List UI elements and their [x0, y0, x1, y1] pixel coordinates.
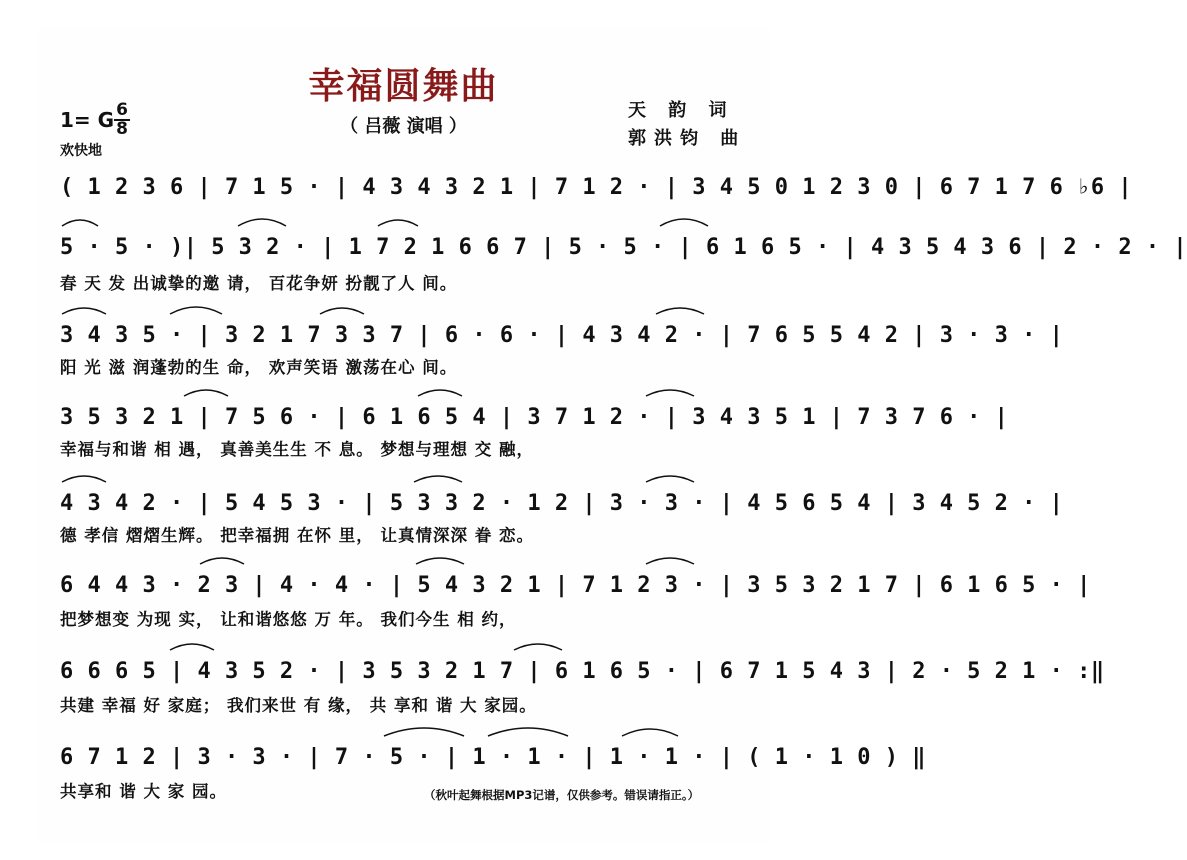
slur-arc: [622, 729, 678, 736]
notation-row: 3 4 3 5 · | 3 2 1 7 3 3 7 | 6 · 6 · | 4 3 4 2 · | 7 6 5 5 4 2 | 3 · 3 · |: [60, 323, 1064, 348]
slur-arc: [378, 220, 418, 226]
lyric-line: 春 天 发 出诚挚的邀 请， 百花争妍 扮靓了人 间。: [60, 274, 458, 293]
lyric-line: 德 孝信 熠熠生辉。 把幸福拥 在怀 里， 让真情深深 眷 恋。: [60, 526, 534, 545]
slur-arc: [184, 390, 228, 396]
slur-arc: [200, 558, 244, 564]
lyric-line: 阳 光 滋 润蓬勃的生 命， 欢声笑语 激荡在心 间。: [60, 358, 458, 377]
notation-row: 4 3 4 2 · | 5 4 5 3 · | 5 3 3 2 · 1 2 | 3 · 3 · | 4 5 6 5 4 | 3 4 5 2 · |: [60, 491, 1064, 516]
slur-arc: [646, 558, 694, 564]
time-signature-top: 6: [116, 100, 128, 120]
slur-arc: [414, 476, 462, 482]
slur-arc: [660, 219, 708, 226]
tempo-marking: 欢快地: [60, 143, 102, 159]
notation-row: ( 1 2 3 6 | 7 1 5 · | 4 3 4 3 2 1 | 7 1 2 · | 3 4 5 0 1 2 3 0 | 6 7 1 7 6 ♭6 |: [60, 175, 1133, 200]
slur-arc: [646, 476, 694, 482]
lyric-line: 把梦想变 为现 实， 让和谐悠悠 万 年。 我们今生 相 约，: [60, 610, 517, 629]
song-title: 幸福圆舞曲: [308, 66, 499, 107]
composer-credit: 郭洪钧 曲: [628, 128, 747, 149]
lyric-line: 幸福与和谐 相 遇， 真善美生生 不 息。 梦想与理想 交 融，: [60, 440, 534, 459]
notation-row: 6 4 4 3 · 2 3 | 4 · 4 · | 5 4 3 2 1 | 7 1 2 3 · | 3 5 3 2 1 7 | 6 1 6 5 · |: [60, 573, 1091, 598]
slur-arc: [320, 308, 364, 314]
slur-arc: [646, 390, 694, 396]
lyric-line: 共享和 谐 大 家 园。: [60, 782, 227, 801]
notation-row: 3 5 3 2 1 | 7 5 6 · | 6 1 6 5 4 | 3 7 1 2 · | 3 4 3 5 1 | 7 3 7 6 · |: [60, 405, 1009, 430]
notation-row: 6 7 1 2 | 3 · 3 · | 7 · 5 · | 1 · 1 · | 1 · 1 · | ( 1 · 1 0 ) ‖: [60, 745, 926, 770]
slur-arc: [514, 644, 562, 650]
slur-arc: [170, 307, 222, 314]
slur-arc: [62, 220, 98, 226]
lyric-line: 共建 幸福 好 家庭； 我们来世 有 缘， 共 享和 谐 大 家园。: [60, 696, 537, 715]
singer-credit: （ 吕薇 演唱 ）: [340, 116, 467, 137]
slur-arc: [488, 728, 568, 736]
time-signature-bottom: 8: [116, 119, 128, 139]
slur-arc: [62, 308, 106, 314]
slur-arc: [416, 558, 464, 564]
transcription-note: （秋叶起舞根据MP3记谱，仅供参考。错误请指正。）: [424, 788, 700, 802]
slur-arc: [62, 476, 106, 482]
notation-row: 5 · 5 · )| 5 3 2 · | 1 7 2 1 6 6 7 | 5 · 5 · | 6 1 6 5 · | 4 3 5 4 3 6 | 2 · 2 · |: [60, 235, 1187, 260]
key-signature: 1= G: [60, 108, 115, 132]
slur-arc: [238, 219, 286, 226]
slur-arc: [170, 644, 214, 650]
lyricist-credit: 天 韵 词: [628, 100, 735, 121]
slur-arc: [418, 390, 462, 396]
notation-row: 6 6 6 5 | 4 3 5 2 · | 3 5 3 2 1 7 | 6 1 6 5 · | 6 7 1 5 4 3 | 2 · 5 2 1 · :‖: [60, 659, 1105, 684]
slur-arc: [384, 728, 464, 736]
slur-arc: [656, 308, 704, 314]
